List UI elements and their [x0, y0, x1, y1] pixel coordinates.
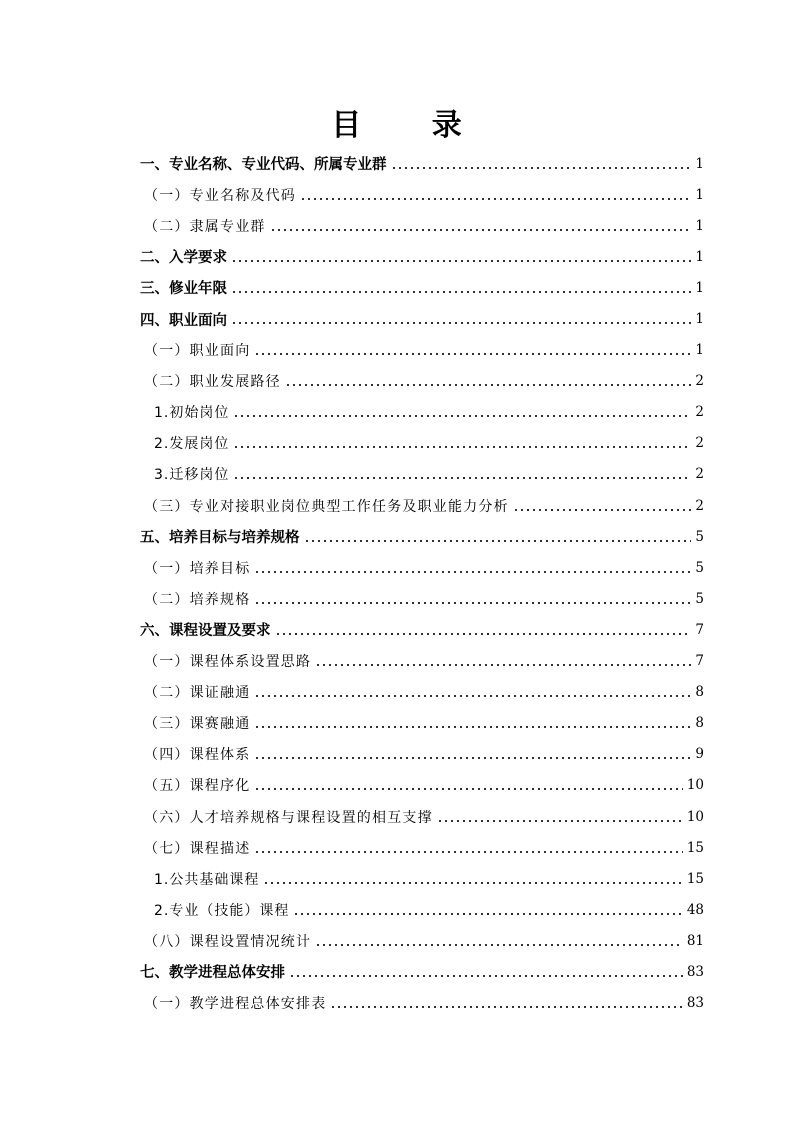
- toc-entry[interactable]: [140, 677, 704, 708]
- toc-page-number: 1: [695, 217, 704, 234]
- toc-dot-leader: [231, 260, 691, 262]
- toc-entry-title: （五）课程序化: [144, 778, 251, 795]
- toc-entry[interactable]: [140, 894, 704, 925]
- toc-dot-leader: [254, 757, 691, 759]
- toc-page-number: 1: [695, 186, 704, 203]
- toc-entry-title: （一）职业面向: [144, 343, 251, 360]
- toc-entry[interactable]: [140, 614, 704, 645]
- toc-dot-leader: [233, 477, 691, 479]
- toc-dot-leader: [263, 882, 682, 884]
- toc-entry[interactable]: [140, 708, 704, 739]
- toc-dot-leader: [275, 633, 692, 635]
- toc-entry-title: 2.发展岗位: [154, 436, 230, 453]
- toc-entry[interactable]: [140, 179, 704, 210]
- toc-dot-leader: [231, 291, 691, 293]
- toc-entry[interactable]: [140, 646, 704, 677]
- toc-page-number: 1: [695, 311, 704, 328]
- toc-page-number: 5: [695, 590, 704, 607]
- toc-entry[interactable]: [140, 988, 704, 1019]
- toc-entry[interactable]: [140, 956, 704, 987]
- toc-entry-title: （一）专业名称及代码: [144, 187, 296, 204]
- table-of-contents: [140, 148, 704, 1019]
- toc-page-number: 1: [695, 279, 704, 296]
- toc-entry[interactable]: [140, 272, 704, 303]
- toc-entry[interactable]: [140, 459, 704, 490]
- toc-page-number: 2: [695, 466, 704, 483]
- toc-entry-title: （二）课证融通: [144, 685, 251, 702]
- toc-dot-leader: [254, 726, 691, 728]
- toc-dot-leader: [330, 1006, 682, 1008]
- toc-entry[interactable]: [140, 552, 704, 583]
- toc-page-number: 83: [686, 995, 704, 1012]
- toc-page-number: 1: [695, 342, 704, 359]
- toc-page-number: 1: [695, 248, 704, 265]
- toc-entry[interactable]: [140, 490, 704, 521]
- toc-entry-title: 一、专业名称、专业代码、所属专业群: [140, 157, 387, 174]
- toc-entry[interactable]: [140, 303, 704, 334]
- toc-entry-title: 二、入学要求: [140, 250, 227, 267]
- toc-dot-leader: [270, 229, 692, 231]
- toc-entry-title: 四、职业面向: [140, 312, 227, 329]
- toc-entry[interactable]: [140, 397, 704, 428]
- toc-entry-title: 1.初始岗位: [154, 405, 230, 422]
- toc-entry[interactable]: [140, 335, 704, 366]
- toc-entry[interactable]: [140, 241, 704, 272]
- toc-page-number: 1: [695, 155, 704, 172]
- toc-entry[interactable]: [140, 863, 704, 894]
- toc-entry[interactable]: [140, 428, 704, 459]
- toc-dot-leader: [254, 695, 691, 697]
- toc-dot-leader: [300, 198, 691, 200]
- toc-entry-title: （二）培养规格: [144, 591, 251, 608]
- toc-dot-leader: [231, 322, 691, 324]
- toc-dot-leader: [437, 820, 683, 822]
- toc-page-number: 8: [695, 684, 704, 701]
- toc-dot-leader: [254, 602, 691, 604]
- toc-page-number: 7: [695, 653, 704, 670]
- toc-dot-leader: [293, 913, 682, 915]
- toc-page-number: 7: [695, 621, 704, 638]
- toc-entry-title: （一）培养目标: [144, 560, 251, 577]
- toc-dot-leader: [513, 509, 692, 511]
- toc-entry-title: 1.公共基础课程: [154, 871, 260, 888]
- toc-page-number: 5: [695, 559, 704, 576]
- toc-dot-leader: [254, 571, 691, 573]
- toc-dot-leader: [233, 415, 691, 417]
- toc-page-number: 2: [695, 404, 704, 421]
- toc-entry-title: （二）职业发展路径: [144, 374, 281, 391]
- toc-page-number: 2: [695, 373, 704, 390]
- toc-entry[interactable]: [140, 583, 704, 614]
- toc-dot-leader: [285, 384, 692, 386]
- toc-entry[interactable]: [140, 366, 704, 397]
- toc-entry[interactable]: [140, 770, 704, 801]
- toc-entry-title: （六）人才培养规格与课程设置的相互支撑: [144, 809, 433, 826]
- toc-entry-title: （三）课赛融通: [144, 716, 251, 733]
- toc-entry[interactable]: [140, 148, 704, 179]
- toc-page-number: 9: [695, 746, 704, 763]
- toc-dot-leader: [315, 664, 691, 666]
- toc-page-number: 83: [686, 963, 704, 980]
- toc-page-number: 5: [695, 528, 704, 545]
- toc-dot-leader: [254, 788, 682, 790]
- toc-entry-title: 七、教学进程总体安排: [140, 965, 285, 982]
- toc-page-number: 10: [686, 777, 704, 794]
- toc-entry-title: （七）课程描述: [144, 840, 251, 857]
- toc-page-number: 15: [686, 839, 704, 856]
- toc-page-number: 2: [695, 497, 704, 514]
- toc-dot-leader: [391, 167, 692, 169]
- toc-entry-title: 五、培养目标与培养规格: [140, 530, 300, 547]
- toc-entry-title: （一）教学进程总体安排表: [144, 996, 327, 1013]
- page-title: 目 录: [331, 108, 492, 143]
- toc-entry-title: 三、修业年限: [140, 281, 227, 298]
- toc-entry-title: （三）专业对接职业岗位典型工作任务及职业能力分析: [144, 498, 509, 515]
- toc-entry-title: 六、课程设置及要求: [140, 623, 271, 640]
- toc-dot-leader: [304, 540, 692, 542]
- toc-dot-leader: [254, 851, 682, 853]
- toc-entry[interactable]: [140, 521, 704, 552]
- toc-page-number: 10: [686, 808, 704, 825]
- toc-entry-title: 3.迁移岗位: [154, 467, 230, 484]
- toc-dot-leader: [233, 446, 691, 448]
- toc-page-number: 15: [686, 870, 704, 887]
- toc-entry-title: （八）课程设置情况统计: [144, 933, 312, 950]
- toc-entry[interactable]: [140, 210, 704, 241]
- toc-entry-title: （四）课程体系: [144, 747, 251, 764]
- toc-dot-leader: [315, 944, 683, 946]
- toc-dot-leader: [289, 975, 683, 977]
- toc-entry[interactable]: [140, 832, 704, 863]
- toc-entry[interactable]: [140, 925, 704, 956]
- toc-entry-title: （一）课程体系设置思路: [144, 654, 312, 671]
- toc-entry[interactable]: [140, 801, 704, 832]
- toc-page-number: 2: [695, 435, 704, 452]
- toc-entry-title: （二）隶属专业群: [144, 218, 266, 235]
- toc-dot-leader: [254, 353, 691, 355]
- toc-page-number: 8: [695, 715, 704, 732]
- toc-page-number: 48: [686, 901, 704, 918]
- toc-page-number: 81: [686, 932, 704, 949]
- toc-entry[interactable]: [140, 739, 704, 770]
- toc-entry-title: 2.专业（技能）课程: [154, 902, 290, 919]
